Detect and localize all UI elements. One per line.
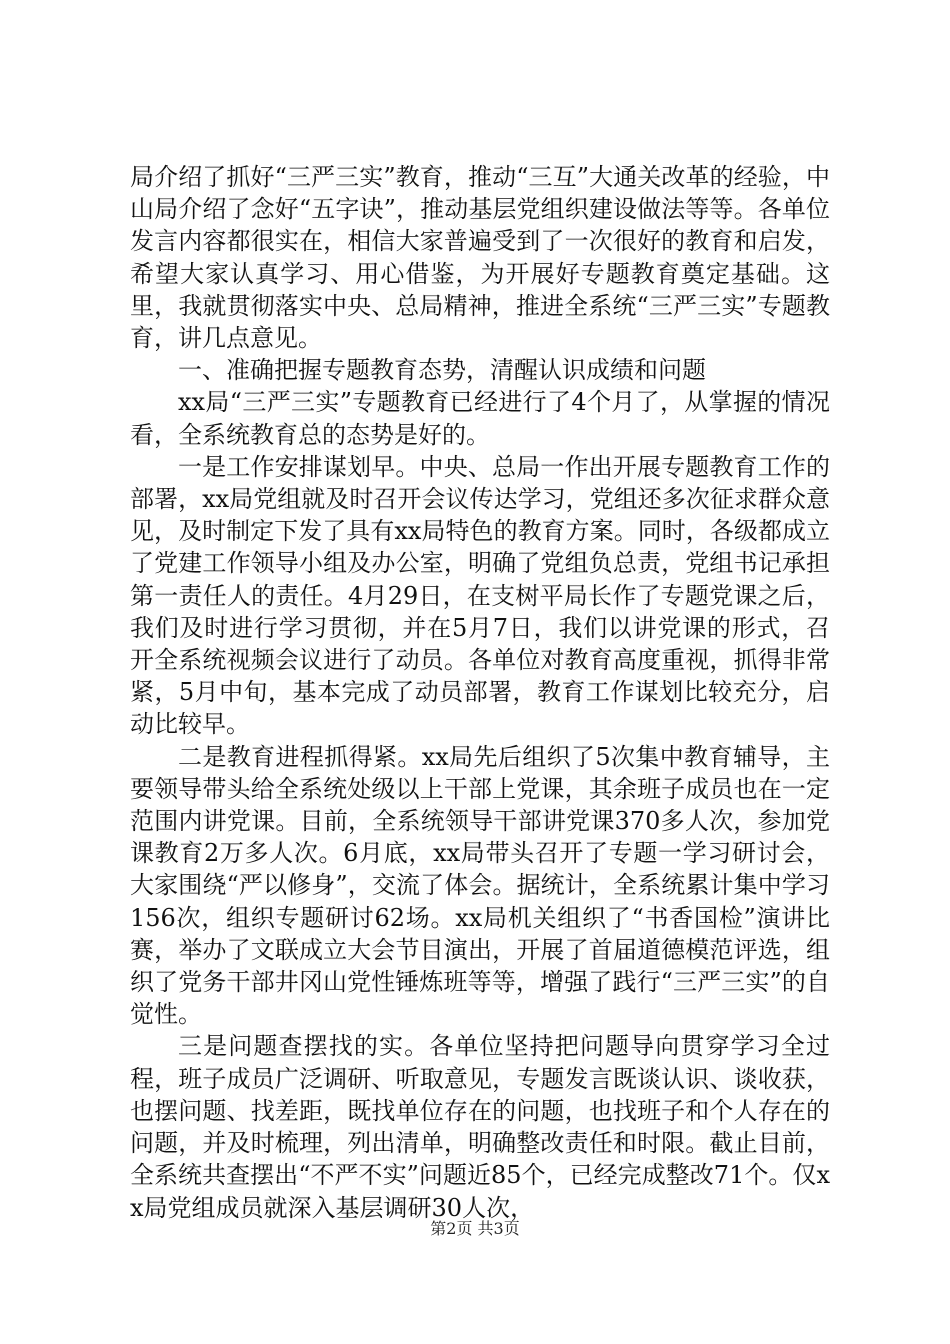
page-number: 第2页 共3页 bbox=[430, 1219, 520, 1238]
paragraph-overview: xx局“三严三实”专题教育已经进行了4个月了，从掌握的情况看，全系统教育总的态势是好的。 bbox=[130, 388, 830, 449]
body-text bbox=[130, 161, 830, 1224]
section-heading: 一、准确把握专题教育态势，清醒认识成绩和问题 bbox=[178, 356, 706, 385]
paragraph-point-three: 三是问题查摆找的实。各单位坚持把问题导向贯穿学习全过程，班子成员广泛调研、听取意见，专题发言既谈认识、谈收获，也摆问题、找差距，既找单位存在的问题，也找班子和个人存在的问题，并及时梳理，列出清单，明确整改责任和时限。截止目前，全系统共查摆出“不严不实”问题近85个，已经完成整改71个。仅xx局党组成员就深入基层调研30人次， bbox=[130, 1032, 830, 1222]
page-footer bbox=[0, 1219, 950, 1239]
paragraph-point-two: 二是教育进程抓得紧。xx局先后组织了5次集中教育辅导，主要领导带头给全系统处级以上干部上党课，其余班子成员也在一定范围内讲党课。目前，全系统领导干部讲党课370多人次，参加党课教育2万多人次。6月底，xx局带头召开了专题一学习研讨会，大家围绕“严以修身”，交流了体会。据统计，全系统累计集中学习156次，组织专题研讨62场。xx局机关组织了“书香国检”演讲比赛，举办了文联成立大会节目演出，开展了首届道德模范评选，组织了党务干部井冈山党性锤炼班等等，增强了践行“三严三实”的自觉性。 bbox=[130, 742, 830, 1029]
paragraph-intro: 局介绍了抓好“三严三实”教育，推动“三互”大通关改革的经验，中山局介绍了念好“五字诀”，推动基层党组织建设做法等等。各单位发言内容都很实在，相信大家普遍受到了一次很好的教育和启发，希望大家认真学习、用心借鉴，为开展好专题教育奠定基础。这里，我就贯彻落实中央、总局精神，推进全系统“三严三实”专题教育，讲几点意见。 bbox=[130, 163, 830, 353]
paragraph-point-one: 一是工作安排谋划早。中央、总局一作出开展专题教育工作的部署，xx局党组就及时召开会议传达学习，党组还多次征求群众意见，及时制定下发了具有xx局特色的教育方案。同时，各级都成立了党建工作领导小组及办公室，明确了党组负总责，党组书记承担第一责任人的责任。4月29日，在支树平局长作了专题党课之后，我们及时进行学习贯彻，并在5月7日，我们以讲党课的形式，召开全系统视频会议进行了动员。各单位对教育高度重视，抓得非常紧，5月中旬，基本完成了动员部署，教育工作谋划比较充分，启动比较早。 bbox=[130, 452, 830, 739]
